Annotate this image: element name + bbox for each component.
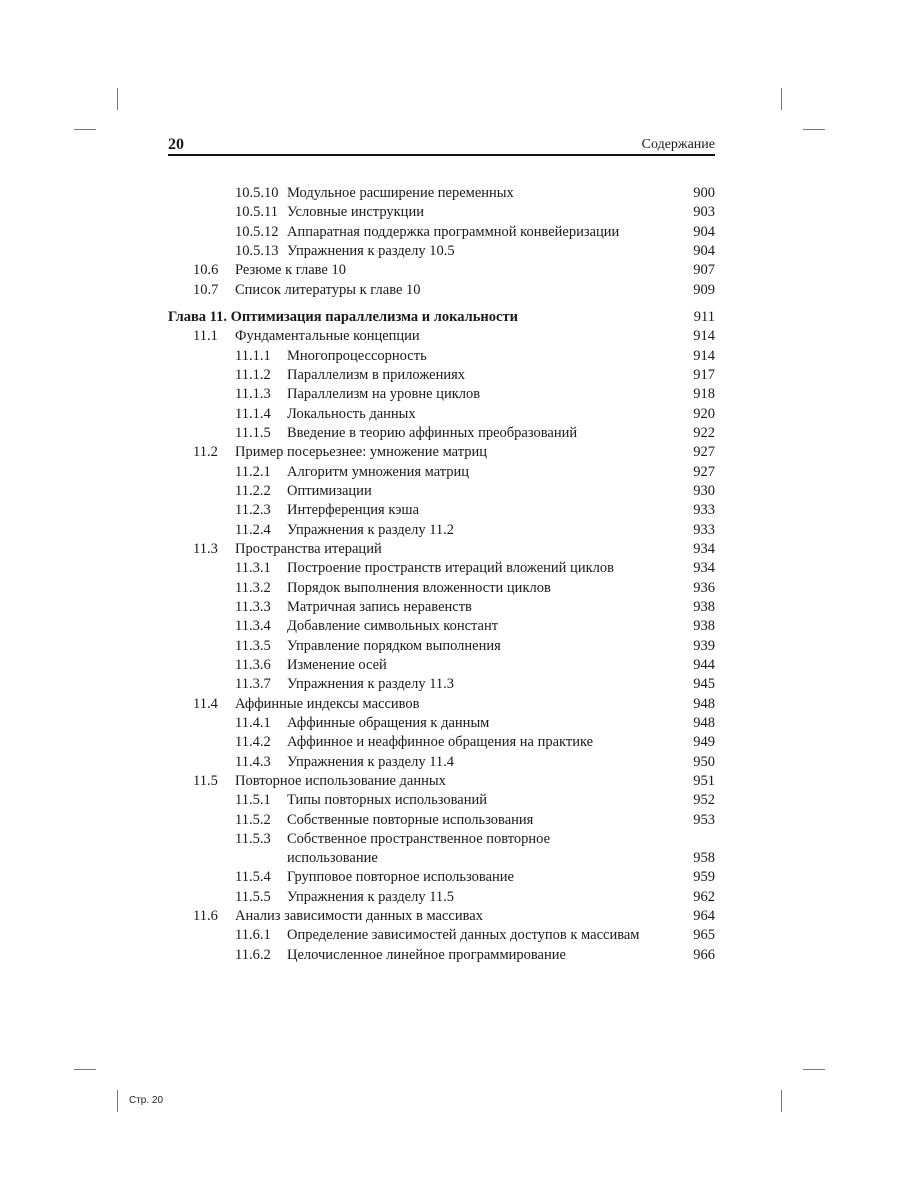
toc-entry-page: 945 [693,676,715,693]
toc-entry-row [168,405,715,424]
toc-entry-page: 922 [693,424,715,441]
toc-entry-title: Глава 11. Оптимизация параллелизма и локальности [168,308,518,325]
toc-entry-number: 11.5.3 [235,830,271,847]
toc-entry-page: 900 [693,185,715,201]
toc-entry-number: 11.3.4 [235,618,271,635]
toc-entry-number: 10.5.12 [235,223,279,240]
crop-mark [117,88,118,110]
toc-entry-title: Многопроцессорность [287,347,427,364]
toc-entry-row [168,223,715,242]
toc-entry-page: 939 [693,637,715,654]
toc-entry-page: 965 [693,927,715,944]
toc-entry-title: Упражнения к разделу 11.5 [287,888,455,905]
toc-entry-page: 911 [693,308,715,325]
toc-entry-title: Оптимизации [287,482,372,499]
toc-entry-page: 907 [693,262,715,279]
toc-entry-row [168,424,715,443]
toc-chapter-row [168,308,715,327]
toc-entry-title: Упражнения к разделу 11.2 [287,521,455,538]
toc-entry-page: 927 [693,463,715,480]
toc-entry-title: Локальность данных [287,405,416,422]
toc-entry-title: Построение пространств итераций вложений циклов [287,560,614,577]
page-header [168,136,715,154]
toc-entry-page: 920 [693,405,715,422]
toc-entry-number: 11.5.1 [235,792,271,809]
toc-entry-row [168,184,715,203]
toc-entry-row [168,946,715,965]
toc-entry-row [168,888,715,907]
toc-entry-number: 11.2.2 [235,482,271,499]
toc-entry-page: 966 [693,946,715,963]
toc-entry-page: 930 [693,482,715,499]
toc-entry-row [168,926,715,945]
toc-entry-number: 11.4.2 [235,734,271,751]
toc-entry-row [168,242,715,261]
toc-entry-title: Аффинные индексы массивов [235,695,420,712]
toc-entry-number: 11.5 [193,772,218,789]
toc-entry-row [168,733,715,752]
toc-entry-row [168,714,715,733]
toc-entry-page: 949 [693,734,715,751]
toc-entry-page: 903 [693,204,715,221]
toc-entry-title: Интерференция кэша [287,502,420,519]
toc-entry-number: 11.1.5 [235,424,271,441]
toc-entry-number: 11.5.5 [235,888,271,905]
toc-entry-number: 11.4.3 [235,753,271,770]
toc-entry-title: Введение в теорию аффинных преобразований [287,424,578,441]
toc-entry-page: 904 [693,223,715,240]
toc-entry-number: 10.6 [193,262,219,279]
toc-entry-title: Матричная запись неравенств [287,598,472,615]
toc-entry-row [168,540,715,559]
toc-entry-title: Повторное использование данных [235,772,446,789]
toc-entry-page: 933 [693,521,715,538]
toc-entry-title: Резюме к главе 10 [235,262,346,279]
toc-entry-row [168,261,715,280]
toc-entry-page: 914 [693,328,715,345]
toc-entry-row [168,281,715,300]
toc-entry-title: Список литературы к главе 10 [235,281,421,298]
toc-entry-row [168,327,715,346]
toc-entry-row [168,791,715,810]
toc-entry-number: 11.1.3 [235,386,271,403]
toc-entry-row [168,849,715,868]
toc-entry-row [168,811,715,830]
toc-entry-row [168,656,715,675]
toc-entry-title: использование [287,850,378,867]
toc-entry-page: 953 [693,811,715,828]
toc-entry-title: Параллелизм на уровне циклов [287,386,481,403]
toc-entry-page: 944 [693,656,715,673]
toc-entry-number: 10.5.10 [235,185,279,201]
toc-entry-page: 934 [693,540,715,557]
toc-entry-row [168,598,715,617]
toc-entry-row [168,695,715,714]
toc-entry-title: Аппаратная поддержка программной конвейеризации [287,223,620,240]
toc-entry-title: Групповое повторное использование [287,869,514,886]
toc-entry-number: 11.2.3 [235,502,271,519]
toc-entry-page: 952 [693,792,715,809]
toc-entry-title: Пространства итераций [235,540,382,557]
toc-entry-title: Типы повторных использований [287,792,488,809]
toc-entry-title: Алгоритм умножения матриц [287,463,470,480]
toc-entry-row [168,830,715,849]
toc-entry-number: 11.3.5 [235,637,271,654]
toc-entry-page: 962 [693,888,715,905]
toc-entry-title: Пример посерьезнее: умножение матриц [235,444,488,461]
toc-entry-number: 11.3 [193,540,218,557]
toc-entry-title: Аффинное и неаффинное обращения на практике [287,734,594,751]
toc-entry-title: Добавление символьных констант [287,618,499,635]
toc-entry-page: 933 [693,502,715,519]
toc-entry-title: Целочисленное линейное программирование [287,946,566,963]
crop-mark [781,88,782,110]
toc-entry-page: 959 [693,869,715,886]
crop-mark [74,129,96,130]
toc-entry-page: 938 [693,618,715,635]
crop-mark [803,1069,825,1070]
toc-entry-row [168,559,715,578]
toc-entry-number: 11.6.2 [235,946,271,963]
toc-entry-number: 10.7 [193,281,219,298]
toc-entry-number: 11.5.2 [235,811,271,828]
toc-entry-number: 11.2.1 [235,463,271,480]
toc-entry-page: 950 [693,753,715,770]
toc-entry-number: 11.4.1 [235,714,271,731]
toc-entry-title: Анализ зависимости данных в массивах [235,908,483,925]
toc-entry-title: Упражнения к разделу 10.5 [287,242,455,259]
toc-entry-page: 918 [693,386,715,403]
toc-entry-number: 11.4 [193,695,218,712]
toc-entry-page: 964 [693,908,715,925]
toc-entry-number: 10.5.11 [235,204,278,221]
toc-entry-number: 11.6 [193,908,218,925]
crop-mark [74,1069,96,1070]
toc-entry-title: Условные инструкции [287,204,424,221]
toc-entry-row [168,637,715,656]
toc-entry-row [168,617,715,636]
toc-entry-number: 11.3.3 [235,598,271,615]
crop-mark [781,1090,782,1112]
toc-entry-title: Собственные повторные использования [287,811,534,828]
toc-entry-title: Собственное пространственное повторное [287,830,551,847]
toc-entry-number: 11.3.6 [235,656,271,673]
toc-entry-row [168,907,715,926]
header-rule [168,154,715,156]
toc-entry-number: 11.1 [193,328,218,345]
toc-entry-title: Управление порядком выполнения [287,637,501,654]
toc-entry-page: 909 [693,281,715,298]
toc-entry-title: Определение зависимостей данных доступов к массивам [287,927,640,944]
toc-entry-title: Порядок выполнения вложенности циклов [287,579,551,596]
toc-entry-number: 11.1.1 [235,347,271,364]
toc-entry-title: Модульное расширение переменных [287,185,514,201]
toc-entry-number: 11.3.2 [235,579,271,596]
toc-entry-row [168,579,715,598]
toc-entry-number: 11.1.2 [235,366,271,383]
toc-entry-title: Аффинные обращения к данным [287,714,490,731]
toc-entry-row [168,482,715,501]
toc-entry-number: 10.5.13 [235,242,279,259]
toc-entry-title: Упражнения к разделу 11.3 [287,676,455,693]
toc-entry-row [168,443,715,462]
footer-page-label: Стр. 20 [129,1095,164,1106]
crop-mark [117,1090,118,1112]
toc-entry-number: 11.1.4 [235,405,271,422]
toc-entry-number: 11.5.4 [235,869,271,886]
toc-entry-row [168,772,715,791]
toc-entry-row [168,753,715,772]
toc-entry-page: 914 [693,347,715,364]
toc-entry-page: 927 [693,444,715,461]
toc-entry-number: 11.3.1 [235,560,271,577]
toc-entry-row [168,203,715,222]
toc-entry-row [168,385,715,404]
toc-entry-row [168,501,715,520]
toc-entry-page: 936 [693,579,715,596]
toc-entry-page: 948 [693,695,715,712]
running-title: Содержание [641,137,715,152]
crop-mark [803,129,825,130]
page-number: 20 [168,136,184,153]
toc-entry-page: 934 [693,560,715,577]
toc-entry-page: 904 [693,242,715,259]
toc-entry-title: Упражнения к разделу 11.4 [287,753,455,770]
toc-entry-page: 951 [693,772,715,789]
toc-entry-page: 938 [693,598,715,615]
toc-entry-row [168,868,715,887]
toc-entry-title: Параллелизм в приложениях [287,366,466,383]
toc-entry-row [168,675,715,694]
table-of-contents [168,184,715,965]
toc-entry-number: 11.2.4 [235,521,271,538]
toc-entry-row [168,347,715,366]
toc-entry-page: 958 [693,850,715,867]
toc-entry-number: 11.2 [193,444,218,461]
toc-entry-row [168,366,715,385]
toc-entry-number: 11.6.1 [235,927,271,944]
toc-entry-number: 11.3.7 [235,676,271,693]
toc-entry-row [168,463,715,482]
toc-entry-title: Изменение осей [287,656,387,673]
toc-entry-row [168,521,715,540]
toc-entry-page: 948 [693,714,715,731]
toc-entry-title: Фундаментальные концепции [235,328,420,345]
toc-entry-page: 917 [693,366,715,383]
